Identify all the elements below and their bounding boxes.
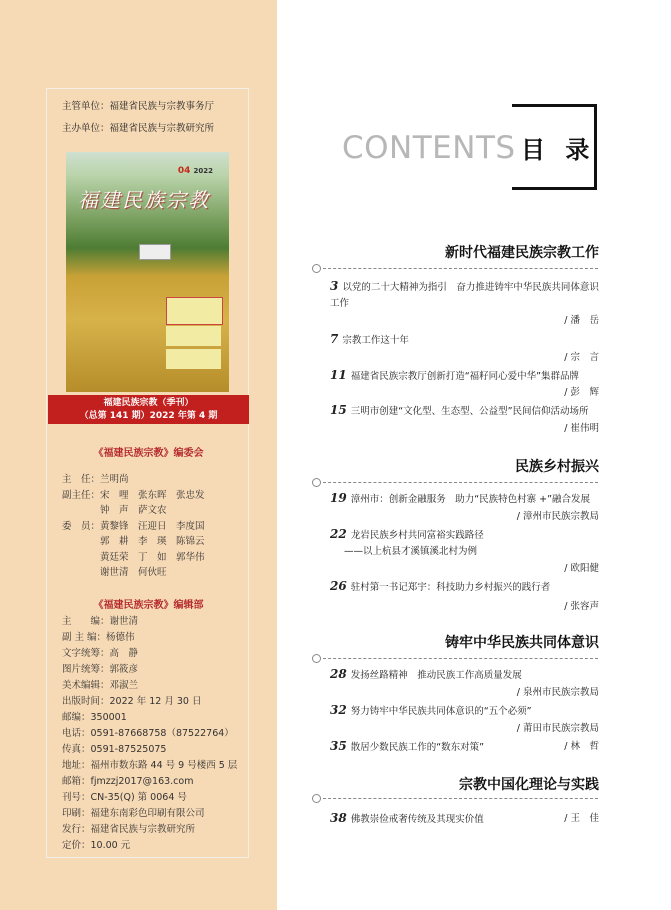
toc-item[interactable] — [330, 402, 600, 420]
cover-box — [166, 349, 221, 369]
editorial-line: 邮箱：fjmzzj2017@163.com — [62, 776, 194, 787]
journal-banner — [48, 395, 249, 424]
article-author: / 王 佳 — [564, 813, 599, 824]
article-author: / 潘 岳 — [564, 315, 599, 326]
article-author: / 莆田市民族宗教局 — [516, 723, 599, 734]
page-number: 26 — [330, 579, 347, 593]
section-title: 民族乡村振兴 — [515, 459, 599, 475]
banner-title: 福建民族宗教（季刊） — [103, 398, 194, 408]
article-title: 福建省民族宗教厅创新打造“福籽同心爱中华”集群品牌 — [350, 371, 580, 382]
article-title: 龙岩民族乡村共同富裕实践路径 — [350, 530, 484, 541]
article-title: 驻村第一书记郑宇：科技助力乡村振兴的践行者 — [350, 582, 551, 593]
editorial-line: 文字统筹：高 静 — [62, 648, 139, 659]
editorial-line: 电话：0591-87668758（87522764） — [62, 728, 234, 739]
committee-line: 黄廷荣 丁 如 郭华伟 — [62, 551, 205, 563]
banner-issue: （总第 141 期）2022 年第 4 期 — [79, 411, 218, 421]
article-author: / 彭 辉 — [564, 387, 599, 398]
page-number: 3 — [330, 279, 339, 293]
section-dot — [312, 264, 321, 273]
article-title: 努力铸牢中华民族共同体意识的“五个必须” — [350, 706, 532, 717]
toc-item[interactable] — [330, 738, 600, 756]
editorial-line: 出版时间：2022 年 12 月 30 日 — [62, 696, 202, 707]
article-author: / 宗 言 — [564, 352, 599, 363]
article-author: / 泉州市民族宗教局 — [516, 687, 599, 698]
page-number: 38 — [330, 811, 347, 825]
editorial-line: 地址：福州市数东路 44 号 9 号楼西 5 层 — [62, 760, 238, 771]
editorial-line: 传真：0591-87525075 — [62, 744, 167, 755]
editorial-line: 印刷：福建东南彩色印刷有限公司 — [62, 808, 205, 819]
cover-box — [166, 297, 223, 325]
committee-line: 钟 声 萨文农 — [62, 505, 167, 516]
committee-line: 副主任：宋 哩 张东晖 张忠发 — [62, 489, 205, 501]
page-number: 15 — [330, 403, 347, 417]
toc-item[interactable] — [330, 526, 600, 560]
toc-item[interactable] — [330, 278, 600, 312]
editorial-line: 副 主 编：杨德伟 — [62, 632, 135, 643]
editorial-title: 《福建民族宗教》编辑部 — [93, 600, 204, 611]
section-dot — [312, 794, 321, 803]
section-dot — [312, 654, 321, 663]
toc-item[interactable] — [330, 331, 600, 349]
page-number: 11 — [330, 368, 347, 382]
section-separator — [318, 268, 598, 269]
page-number: 35 — [330, 739, 347, 753]
toc-item[interactable] — [330, 367, 600, 385]
host-text: 主办单位：福建省民族与宗教研究所 — [62, 123, 215, 134]
section-title: 宗教中国化理论与实践 — [459, 777, 599, 793]
cover-house — [139, 244, 171, 260]
page-number: 19 — [330, 491, 347, 505]
article-author: / 张容声 — [564, 601, 599, 612]
toc-item[interactable] — [330, 810, 600, 828]
article-title: 佛教崇俭戒奢传统及其现实价值 — [350, 814, 484, 825]
article-author: / 漳州市民族宗教局 — [516, 511, 599, 522]
article-title: 漳州市：创新金融服务 助力“民族特色村寨 +”融合发展 — [350, 494, 591, 505]
section-title: 新时代福建民族宗教工作 — [445, 245, 599, 261]
section-separator — [318, 482, 598, 483]
article-title: 散居少数民族工作的“数东对策” — [350, 742, 485, 753]
page-number: 7 — [330, 332, 339, 346]
editorial-line: 图片统筹：郭筱彦 — [62, 664, 139, 675]
committee-title: 《福建民族宗教》编委会 — [93, 448, 204, 459]
toc-item[interactable] — [330, 702, 600, 720]
page-number: 22 — [330, 527, 347, 541]
toc-item[interactable] — [330, 490, 600, 508]
section-dot — [312, 478, 321, 487]
cover-title: 福建民族宗教 — [78, 188, 210, 212]
cover-issue: 04 2022 — [177, 166, 213, 176]
page-number: 32 — [330, 703, 347, 717]
mulu-heading: 目 录 — [521, 136, 596, 164]
toc-item[interactable] — [330, 578, 600, 596]
editorial-line: 美术编辑：邓淑兰 — [62, 680, 139, 691]
section-title: 铸牢中华民族共同体意识 — [445, 635, 599, 651]
editorial-line: 邮编：350001 — [62, 712, 127, 723]
article-author: / 林 哲 — [564, 741, 599, 752]
sponsor-text: 主管单位：福建省民族与宗教事务厅 — [62, 101, 215, 112]
section-separator — [318, 658, 598, 659]
editorial-line: 刊号：CN-35(Q) 第 0064 号 — [62, 792, 187, 803]
editorial-line: 发行：福建省民族与宗教研究所 — [62, 824, 196, 835]
committee-line: 委 员：黄黎锋 汪迎日 李度国 — [62, 520, 205, 532]
toc-item[interactable] — [330, 666, 600, 684]
cover-image — [66, 152, 229, 392]
article-author: / 崔伟明 — [564, 423, 599, 434]
editorial-line: 主 编：谢世清 — [62, 616, 139, 627]
article-author: / 欧阳健 — [564, 563, 599, 574]
page-number: 28 — [330, 667, 347, 681]
contents-heading: CONTENTS — [342, 130, 516, 166]
article-title: 三明市创建“文化型、生态型、公益型”民间信仰活动场所 — [350, 406, 589, 417]
article-title: 宗教工作这十年 — [342, 335, 409, 346]
editorial-line: 定价：10.00 元 — [62, 840, 131, 851]
committee-line: 郭 耕 李 瑛 陈锦云 — [62, 536, 205, 547]
committee-line: 谢世清 何伙旺 — [62, 567, 167, 578]
article-title: 以党的二十大精神为指引 奋力推进铸牢中华民族共同体意识工作 — [330, 282, 599, 309]
cover-box — [166, 326, 221, 346]
article-title: 发扬丝路精神 推动民族工作高质量发展 — [350, 670, 522, 681]
article-subtitle: ——以上杭县才溪镇溪北村为例 — [344, 546, 478, 557]
section-separator — [318, 798, 598, 799]
committee-line: 主 任：兰明尚 — [62, 474, 129, 485]
